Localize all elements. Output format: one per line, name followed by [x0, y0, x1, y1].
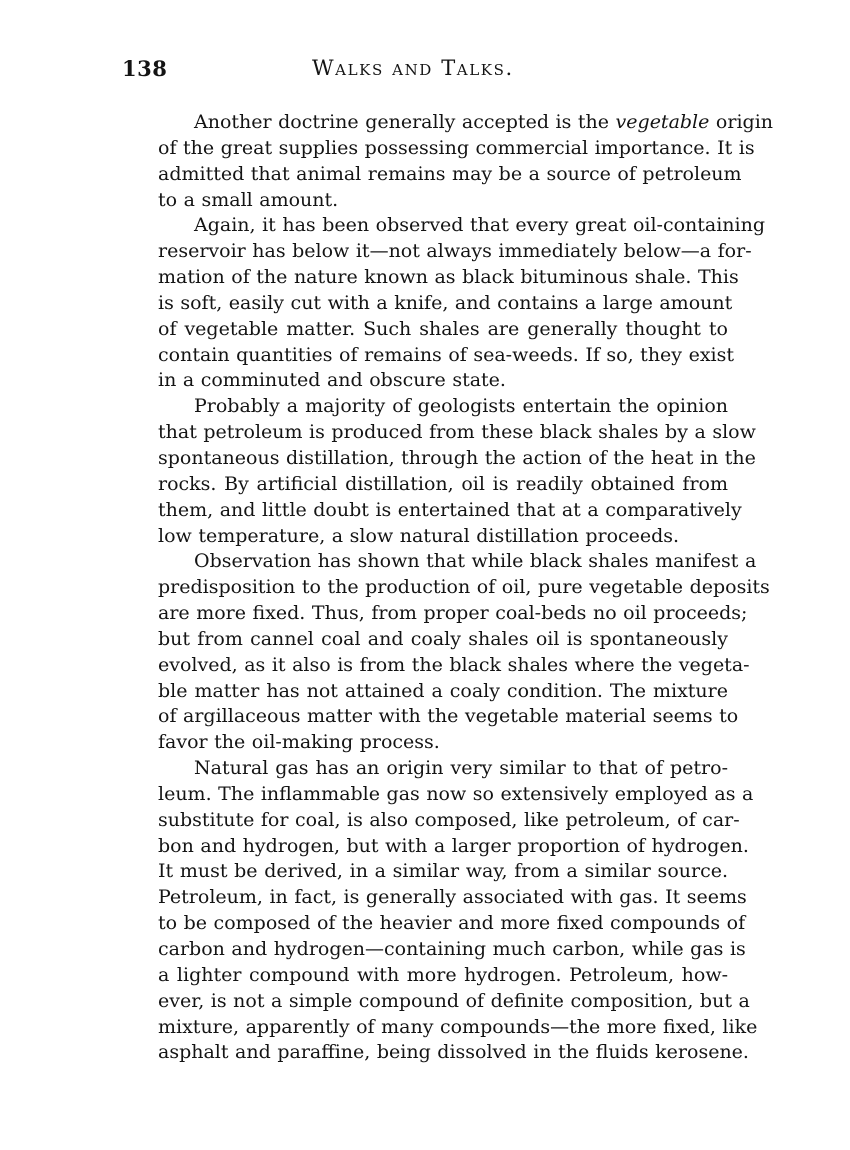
- text-line: but from cannel coal and coaly shales oil is spontaneously: [158, 627, 728, 650]
- text-line: Probably a majority of geologists entertain the opinion: [194, 395, 728, 418]
- text-line: substitute for coal, is also composed, like petroleum, of car-: [158, 808, 740, 831]
- paragraph: [122, 549, 770, 756]
- text-line: Natural gas has an origin very similar to that of petro-: [194, 757, 728, 780]
- text-line: leum. The inflammable gas now so extensively employed as a: [158, 782, 754, 805]
- text-line: in a comminuted and obscure state.: [158, 369, 506, 392]
- text-line: admitted that animal remains may be a source of petroleum: [158, 162, 742, 185]
- text-line: asphalt and paraffine, being dissolved in the fluids kerosene.: [158, 1041, 749, 1064]
- text-line: bon and hydrogen, but with a larger proportion of hydrogen.: [158, 834, 749, 857]
- text-line: evolved, as it also is from the black shales where the vegeta-: [158, 653, 750, 676]
- text-line: Petroleum, in fact, is generally associated with gas. It seems: [158, 886, 747, 909]
- text-line: ever, is not a simple compound of definite composition, but a: [158, 989, 750, 1012]
- text-line: are more fixed. Thus, from proper coal-beds no oil proceeds;: [158, 602, 748, 625]
- text-line: carbon and hydrogen—containing much carbon, while gas is: [158, 938, 746, 960]
- text-line: a lighter compound with more hydrogen. Petroleum, how-: [158, 963, 728, 986]
- text-line: them, and little doubt is entertained that at a comparatively: [158, 498, 742, 521]
- text-line: rocks. By artificial distillation, oil is readily obtained from: [158, 472, 728, 495]
- running-head: Walks and Talks.: [312, 56, 514, 80]
- text-line: of the great supplies possessing commercial importance. It is: [158, 136, 755, 159]
- paragraph: [122, 213, 766, 394]
- paragraph: [122, 110, 774, 213]
- text-line: of vegetable matter. Such shales are generally thought to: [158, 317, 728, 340]
- emphasis: vegetable: [615, 111, 710, 133]
- body-text: [122, 110, 774, 1066]
- text-line: It must be derived, in a similar way, from a similar source.: [158, 860, 728, 883]
- text-line: of argillaceous matter with the vegetable material seems to: [158, 705, 739, 728]
- text-line: mixture, apparently of many compounds—the more fixed, like: [158, 1015, 758, 1038]
- text-line: ble matter has not attained a coaly condition. The mixture: [158, 679, 728, 702]
- text-line: favor the oil-making process.: [158, 731, 440, 754]
- page-header: [122, 56, 728, 90]
- paragraph: [122, 756, 758, 1066]
- text-line: contain quantities of remains of sea-weeds. If so, they exist: [158, 343, 734, 366]
- page-number: 138: [122, 56, 168, 81]
- text-line: mation of the nature known as black bituminous shale. This: [158, 266, 739, 289]
- text-line: reservoir has below it—not always immediately below—a for-: [158, 240, 752, 263]
- text-line: to be composed of the heavier and more fixed compounds of: [158, 912, 746, 935]
- text-line: Again, it has been observed that every great oil-containing: [194, 214, 766, 237]
- text-line: spontaneous distillation, through the action of the heat in the: [158, 446, 756, 469]
- text-line: Observation has shown that while black shales manifest a: [194, 550, 757, 573]
- text-line: predisposition to the production of oil, pure vegetable deposits: [158, 576, 770, 599]
- text-line: low temperature, a slow natural distillation proceeds.: [158, 524, 680, 547]
- text-line: Another doctrine generally accepted is the vegetable origin: [194, 111, 774, 133]
- text-line: to a small amount.: [158, 188, 339, 211]
- text-line: that petroleum is produced from these black shales by a slow: [158, 421, 756, 444]
- text-line: is soft, easily cut with a knife, and contains a large amount: [158, 291, 733, 314]
- paragraph: [122, 394, 756, 549]
